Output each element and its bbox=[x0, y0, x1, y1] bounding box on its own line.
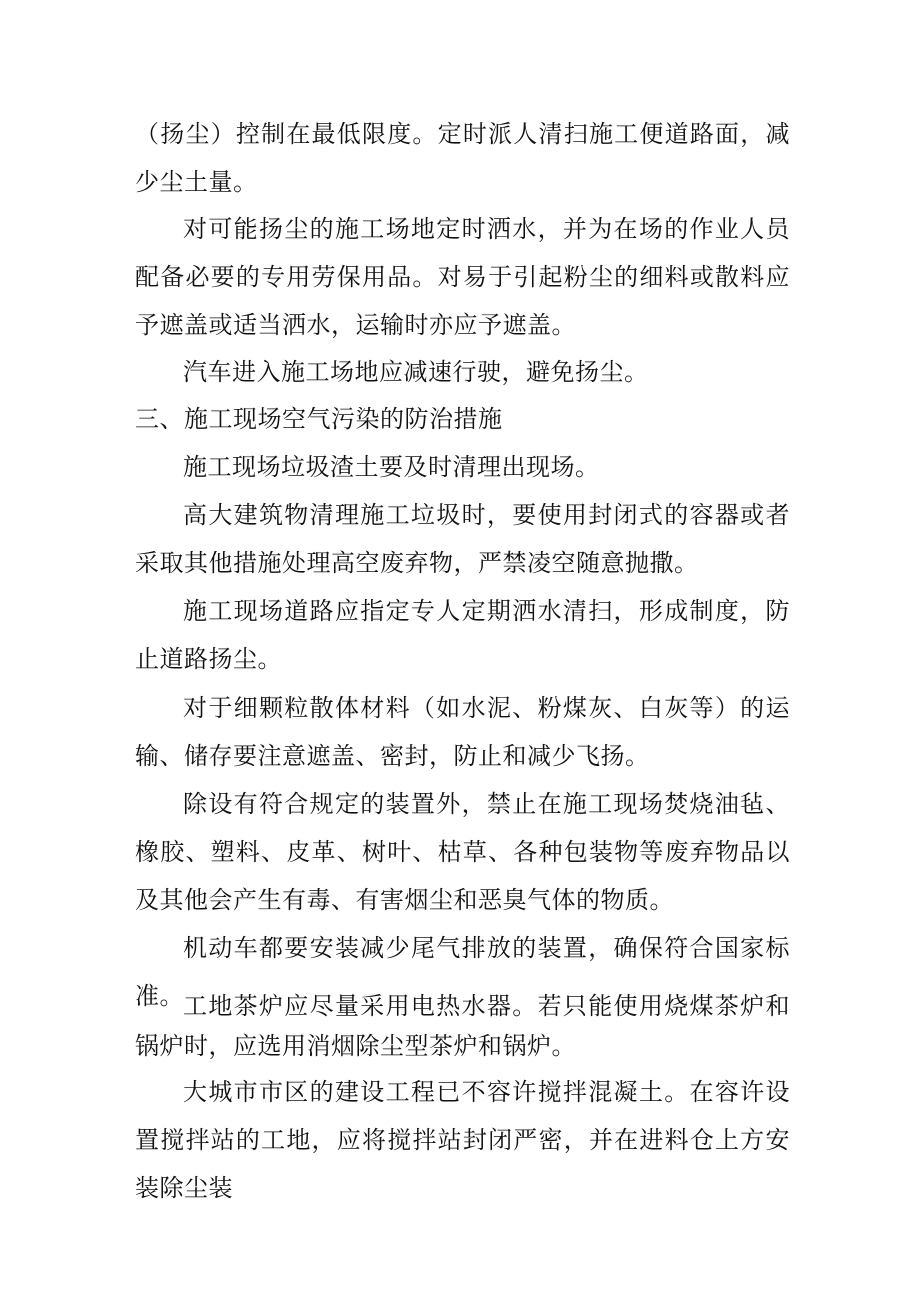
paragraph-vehicle-speed: 汽车进入施工场地应减速行驶，避免扬尘。 bbox=[183, 358, 649, 386]
paragraph-burning-ban: 除设有符合规定的装置外，禁止在施工现场焚烧油毡、橡胶、塑料、皮革、树叶、枯草、各种包装物等废弃物品以及其他会产生有毒、有害烟尘和恶臭气体的物质。 bbox=[135, 790, 790, 914]
paragraph-vehicle-emissions: 机动车都要安装减少尾气排放的装置，确保符合国家标准。 bbox=[135, 934, 790, 1010]
paragraph-sprinkling: 对可能扬尘的施工场地定时洒水，并为在场的作业人员配备必要的专用劳保用品。对易于引起粉尘的细料或散料应予遮盖或适当洒水，运输时亦应予遮盖。 bbox=[135, 215, 790, 339]
paragraph-waste-cleanup: 施工现场垃圾渣土要及时清理出现场。 bbox=[183, 453, 600, 481]
paragraph-continuation: （扬尘）控制在最低限度。定时派人清扫施工便道路面，减少尘土量。 bbox=[135, 120, 790, 196]
paragraph-high-building-waste: 高大建筑物清理施工垃圾时，要使用封闭式的容器或者采取其他措施处理高空废弃物，严禁凌空随意抛撒。 bbox=[135, 501, 790, 577]
paragraph-road-cleaning: 施工现场道路应指定专人定期洒水清扫，形成制度，防止道路扬尘。 bbox=[135, 597, 790, 673]
paragraph-boilers: 工地茶炉应尽量采用电热水器。若只能使用烧煤茶炉和锅炉时，应选用消烟除尘型茶炉和锅炉。 bbox=[135, 992, 790, 1060]
section-heading: 三、施工现场空气污染的防治措施 bbox=[135, 405, 503, 433]
paragraph-mixing-station: 大城市市区的建设工程已不容许搅拌混凝土。在容许设置搅拌站的工地，应将搅拌站封闭严密，并在进料仓上方安装除尘装 bbox=[135, 1078, 790, 1202]
paragraph-fine-materials: 对于细颗粒散体材料（如水泥、粉煤灰、白灰等）的运输、储存要注意遮盖、密封，防止和减少飞扬。 bbox=[135, 694, 790, 770]
